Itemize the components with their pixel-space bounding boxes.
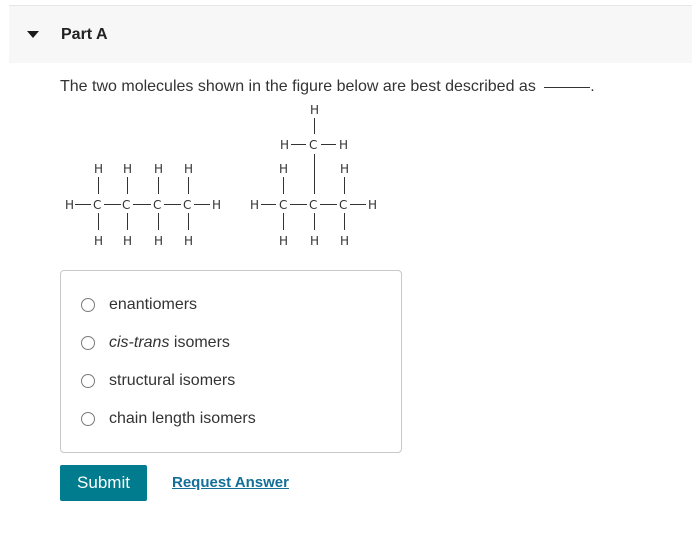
atom-h: H [123,234,133,248]
atom-h: H [280,138,290,152]
molecule-1 [65,162,221,248]
choice-cis-trans-isomers[interactable] [81,334,230,352]
choice-label [109,410,256,428]
request-answer-link[interactable]: Request Answer [172,474,289,491]
molecule-figure [0,0,692,260]
atom-h: H [340,234,350,248]
radio-button[interactable] [81,336,95,350]
molecule-2 [250,103,377,248]
atom-h: H [65,198,75,212]
choice-label [109,334,230,352]
choice-label [109,296,197,314]
choice-italic-text: cis-trans [109,334,170,351]
submit-button[interactable]: Submit [60,465,147,501]
radio-button[interactable] [81,298,95,312]
atom-h: H [184,162,194,176]
atom-c: C [309,198,318,212]
atom-h: H [340,162,350,176]
choice-text: chain length isomers [109,410,256,427]
atom-h: H [368,198,378,212]
atom-h: H [154,234,164,248]
answer-choices [60,270,402,453]
atom-h: H [184,234,194,248]
radio-button[interactable] [81,374,95,388]
choice-label [109,372,235,390]
part-title: Part A [61,25,108,43]
atom-c: C [122,198,131,212]
radio-button[interactable] [81,412,95,426]
choice-enantiomers[interactable] [81,296,197,314]
atom-h: H [279,162,289,176]
atom-c: C [153,198,162,212]
atom-h: H [310,234,320,248]
atom-c: C [183,198,192,212]
atom-h: H [339,138,349,152]
question-period: . [590,78,595,95]
atom-c: C [309,138,318,152]
atom-h: H [94,162,104,176]
atom-h: H [250,198,260,212]
atom-h: H [94,234,104,248]
atom-h: H [123,162,133,176]
choice-chain-length-isomers[interactable] [81,410,256,428]
atom-h: H [212,198,222,212]
choice-text: structural isomers [109,372,236,389]
atom-h: H [279,234,289,248]
choice-text: isomers [169,334,230,351]
choice-structural-isomers[interactable] [81,372,235,390]
atom-h: H [154,162,164,176]
atom-c: C [93,198,102,212]
atom-c: C [339,198,348,212]
atom-c: C [279,198,288,212]
atom-h: H [310,103,320,117]
choice-text: enantiomers [109,296,198,313]
question-prompt: The two molecules shown in the figure below are best described as [60,78,536,95]
